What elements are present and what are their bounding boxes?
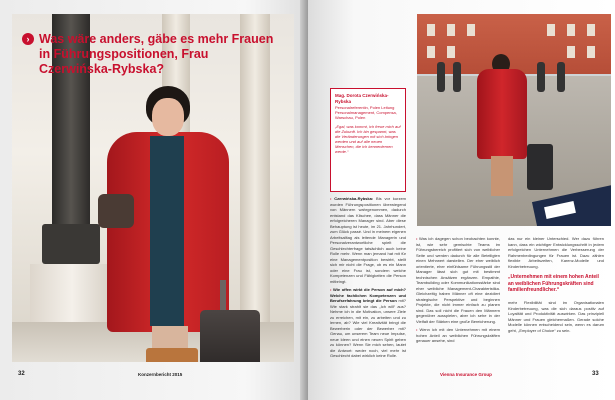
paragraph: das nur ein kleiner Unterschied. Wer dazu führen kann, dass ein wichtiger Entwicklungsschritt in jedem erfolgreichen Unternehmen die Verbesserung der Rahmenbedingungen für Frauen ist. Dazu zählen flexible Arbeitszeiten, Karenz-Modelle und Kinderbetreuung. (508, 236, 604, 269)
profile-quote: „Egal, was kommt, ich freue mich auf die Zukunft. Ich bin gespannt, was die Veränderungen mit sich bringen werden und auf alle neuen Menschen, die ich kennenlernen werde.“ (335, 124, 401, 155)
left-page (0, 0, 307, 400)
window (567, 24, 575, 36)
background-person (557, 62, 565, 92)
footer-brand: Vienna Insurance Group (440, 372, 492, 377)
window (587, 24, 595, 36)
right-page (308, 0, 615, 400)
bullet-icon: • (416, 236, 419, 241)
paragraph (416, 236, 500, 324)
chevron-right-icon: › (22, 33, 34, 45)
page-number-right: 33 (592, 371, 599, 377)
profile-role: Personalreferentin, Polen Leitung Personalmanagement, Compensa, Warschau, Polen (335, 105, 397, 121)
red-coat (477, 69, 527, 159)
paragraph-text: mit? Wie stark strahlt sie das „Ich will“ aus? Nehme ich in die Motivation, unsere Ziele zu erreichen, mit ein, zu arbeiten und zu lernen, ab? Wie viel Kreativität bringt die Bewerberin oder der Bewerber mit? Genau, um unserem Team neue Impulse, neue Ideen und einen neuen Spirit geben zu können? Wenn Sie mich sehen, lautet die Antwort: weder noch, viel mehr ist Geschlecht dabei wirklich keine Rolle. (330, 298, 406, 358)
handbag (98, 194, 134, 228)
headline (22, 32, 284, 77)
headline-text: Was wäre anders, gäbe es mehr Frauen in Führungspositionen, Frau Czerwińska-Rybska? (39, 32, 274, 76)
bullet-icon: • (416, 327, 420, 332)
suitcase (527, 144, 553, 190)
window (567, 46, 575, 58)
window (447, 46, 455, 58)
text-column-1 (330, 196, 406, 362)
paragraph (330, 287, 406, 359)
window (447, 24, 455, 36)
paragraph (416, 327, 500, 344)
background-person (437, 62, 445, 92)
page-number-left: 32 (18, 371, 25, 377)
paragraph-text: Was ich dagegen schon beobachten konnte, ist, wie sehr gemischte Teams im Führungsbereich profitiert sich von weiblicher Seite und werden dadurch für alle Beteiligten einen Mehrwert darstellen. Der eher weiblich orientierte, eher einfühlsame Führungsstil der Manager lässt sich gut mit bestimmt technischen Ansätzen ergänzen. Empathie, Teambuilding oder Kommunikationsstärke sind eher weibliche Management-Charakteristika. Gleichzeitig haben Männer oft eine dezidiert strategische Perspektive und beginnen Projekte, die nicht immer einfach zu planen sind. Das soll nicht die Frauen den Männern gegenüber ausspielen, aber ich sehe in der Vielfalt der Stärken eine große Bereicherung. (416, 236, 501, 324)
paragraph-text: Bis vor kurzem wurden Führungspositionen überwiegend von Männern wahrgenommen, dadurch entstand das Klischee, dass Männer die erfolgreicheren Manager sind. Aber diese Behauptung ist heute, im 21. Jahrhundert, zum Glück passé. Und in meinem eigenen Arbeitsalltag als leitende Managerin und Personalverantwortliche spielt die Geschlechterfrage tatsächlich auch keine Rolle mehr. Wenn man jemand hat mit für eine Managementposition bewirbt, stellt sich mir nicht die Frage, ob es ein Mann oder eine Frau ist, sondern welche Kompetenzen und Fähigkeiten die Person mitbringt. (330, 196, 406, 284)
window (467, 24, 475, 36)
face (152, 98, 184, 136)
building (417, 14, 611, 74)
bullet-icon: • (330, 196, 335, 201)
pull-quote: „Unternehmen mit einem hohen Anteil an weiblichen Führungskräften sind familienfreundlicher.“ (508, 274, 599, 293)
boots (146, 348, 198, 362)
background-person (453, 62, 461, 92)
profile-name: Mag. Dorota Czerwińska-Rybska (335, 93, 389, 104)
footer-title: Konzernbericht 2015 (138, 372, 183, 377)
paragraph: mehr Flexibilität sind im Organisationalen Kinderbetreuung, was die sich daraus positiv auf Loyalität und Produktivität auswirken. Das prinzipiell Männer und Frauen gleichermaßen. Gerade solche Modelle können entscheidend sein, wenn es darum geht, „Employer of Choice“ zu sein. (508, 300, 604, 333)
text-column-3-top (508, 236, 604, 272)
column-base (42, 224, 100, 264)
legs (491, 156, 513, 196)
background-person (537, 62, 545, 92)
dress (150, 136, 184, 326)
question-text: Wie offen wirkt die Person auf mich? Welche fachlichen Kompetenzen und Berufserfahrung bringt die Person (330, 287, 406, 303)
window (587, 46, 595, 58)
paragraph (330, 196, 406, 284)
text-column-2 (416, 236, 500, 347)
text-column-3-bottom (508, 300, 604, 336)
paragraph-text: Wenn ich mit den Unternehmen mit einem hohen Anteil an weiblichen Führungskräften genauer ansehe, sind (416, 327, 500, 343)
window (427, 46, 435, 58)
suitcase-handle (220, 280, 226, 314)
window (547, 24, 555, 36)
suitcase (200, 310, 260, 362)
window (427, 24, 435, 36)
airport-photo (417, 14, 611, 226)
speaker-label: Czerwińska-Rybska: (334, 196, 374, 201)
profile-infobox (330, 88, 406, 192)
bullet-icon: • (330, 287, 334, 292)
